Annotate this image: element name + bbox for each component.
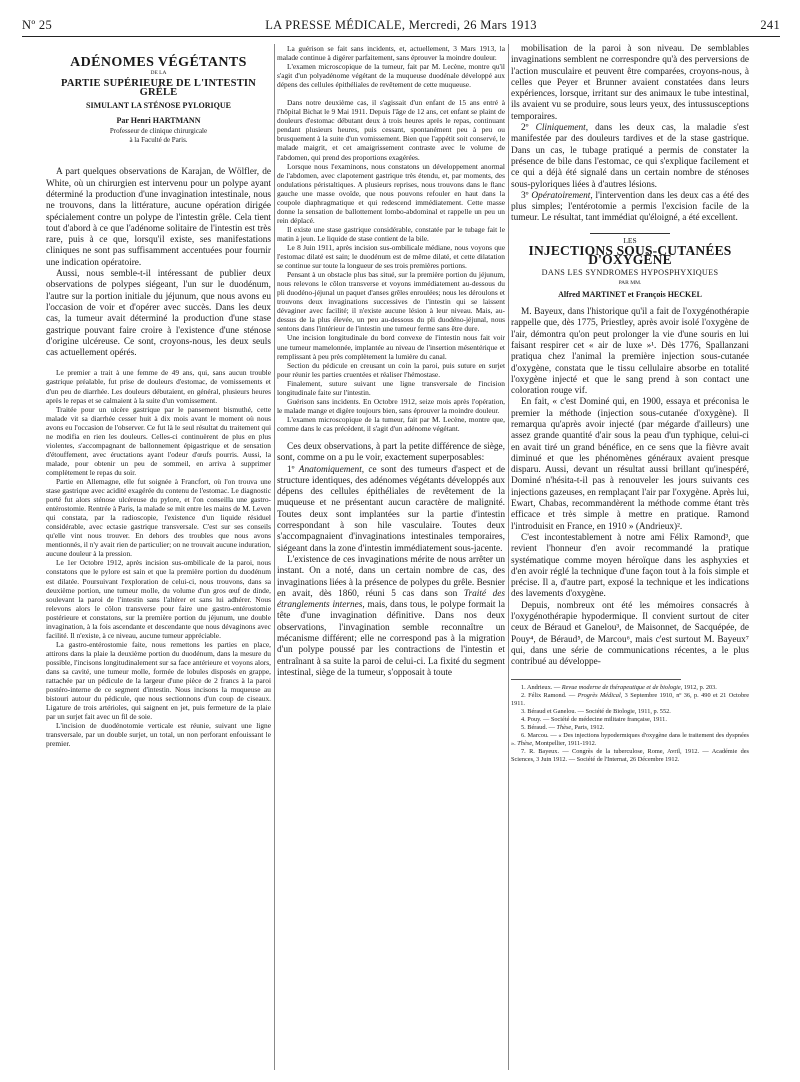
paragraph: 3º Opératoirement, l'intervention dans les deux cas a été des plus simples; l'entérotomie a permis l'excision facile de la tumeur. Le résultat, tant immédiat qu'éloigné, a été excellent. xyxy=(511,190,749,224)
paragraph: Aussi, nous semble-t-il intéressant de publier deux observations de polypes siégeant, l'un sur le duodénum, l'autre sur la portion initiale du jéjunum, que nous avons eu l'occasion de voir et d'opérer avec succès. Dans les deux cas, la tumeur avait déterminé la production d'une stase gastrique pouvant faire croire à l'existence d'une sténose d'origine ulcéreuse. Ce sont, croyons-nous, les deux seuls cas actuellement opérés. xyxy=(46,269,271,359)
paragraph: Traitée pour un ulcère gastrique par le pansement bismuthé, cette malade vit sa diarrhée cesser huit à dix mois avant le moment où nous avons eu l'occasion de l'observer. Ce fut là le seul résultat du traitement qui ne modifia en rien les douleurs. Celles-ci continuèrent de plus en plus violentes, s'accompagnant de ballonnement épigastrique et de sensation d'étouffement, avec éructations ayant l'odeur d'œufs pourris. Aussi, la malade, pour obtenir un peu de sommeil, en arriva à supprimer complètement le repas du soir. xyxy=(46,404,271,477)
column-1 xyxy=(46,44,271,1072)
footnote: 6. Marcou. — « Des injections hypodermiques d'oxygène dans le traitement des dyspnées ». Thèse, Montpellier, 1911-1912. xyxy=(511,731,749,747)
footnote: 3. Béraud et Ganelou. — Société de Biologie, 1911, p. 552. xyxy=(521,707,671,715)
article2-title: INJECTIONS SOUS-CUTANÉES D'OXYGÈNE xyxy=(528,242,732,267)
paragraph: Finalement, suture suivant une ligne transversale de l'incision longitudinale faite sur l'intestin. xyxy=(277,378,505,397)
article2-par: PAR MM. xyxy=(618,279,642,286)
paragraph: L'incision de duodénotomie verticale est réunie, suivant une ligne transversale, par un double surjet, un total, un non perforant enfouissant le premier. xyxy=(46,721,271,749)
footnote-rule xyxy=(511,679,681,680)
paragraph: Section du pédicule en creusant un coin la paroi, puis suture en surjet pour réunir les parties cruentées et réaliser l'hémostase. xyxy=(277,360,505,379)
author-affiliation: Professeur de clinique chirurgicale xyxy=(109,127,208,136)
paragraph: 2º Cliniquement, dans les deux cas, la maladie s'est manifestée par des douleurs tardives et de la stase gastrique. Dans un cas, le tubage pratiqué a permis de constater la présence de bile dans l'estomac, ce qui s'explique facilement et ce qui a déjà été signalé dans un certain nombre de sténoses sous-pyloriques liées à d'autres lésions. xyxy=(511,123,749,190)
paragraph: La guérison se fait sans incidents, et, actuellement, 3 Mars 1913, la malade continue à digérer parfaitement, sans éprouver la moindre douleur. xyxy=(277,44,505,63)
footnote: 2. Félix Ramond. — Progrès Médical, 3 Septembre 1910, nº 36, p. 490 et 21 Octobre 1911. xyxy=(511,691,749,707)
footnote: 4. Pouy. — Société de médecine militaire française, 1911. xyxy=(521,715,667,723)
footnote: 7. R. Bayeux. — Congrès de la tuberculose, Rome, Avril, 1912. — Académie des Sciences, 3 Juin 1912. — Société de l'Internat, 26 Décembre 1912. xyxy=(511,747,749,763)
paragraph: Guérison sans incidents. En Octobre 1912, seize mois après l'opération, le malade mange et digère toujours bien, sans éprouver la moindre douleur. xyxy=(277,396,505,415)
paragraph: Le 1er Octobre 1912, après incision sus-ombilicale de la paroi, nous constatons que le pylore est sain et que la première portion du duodénum est dilatée. Poursuivant l'exploration de celui-ci, nous trouvons, dans sa deuxième portion, une tumeur molle, du volume d'un gros œuf de dinde, soulevant la paroi de l'intestin sans l'altérer et sans lui adhérer. Nous relevons alors le côlon transverse pour faire une gastro-entérostomie postérieure et constatons, sur la première portion du jéjunum, une double invagination, à la fois ascendante et descendante que nous dévaginons avec facilité. Il n'existe, à ce niveau, aucune tumeur appréciable. xyxy=(46,558,271,640)
column-rule xyxy=(508,44,509,1070)
article2-authors: Alfred MARTINET et François HECKEL xyxy=(558,289,702,299)
paragraph: C'est incontestablement à notre ami Félix Ramond³, que revient l'honneur d'en avoir recommandé la pratique systématique comme moyen héroïque dans les asphyxies et d'en avoir réglé la technique d'une façon tout à la fois simple et précise. Il a, d'autre part, exposé la technique et les indications des lavements d'oxygène. xyxy=(511,532,749,600)
section-rule xyxy=(590,233,670,234)
article-title-de-la: DE LA xyxy=(150,70,167,77)
footnote: 1. Andrieux. — Revue moderne de thérapeutique et de biologie, 1912, p. 203. xyxy=(521,683,717,691)
paragraph: A part quelques observations de Karajan, de Wölfler, de White, où un chirurgien est intervenu pour un polype ayant déterminé la production d'une invagination intestinale, nous ne trouvons, dans la littérature, aucune opération dirigée spécialement contre un polype de l'intestin grêle. Cela tient tout d'abord à ce que l'adénome solitaire de l'intestin est très rare, puis à ce que, lorsqu'il existe, ses manifestations cliniques ne sont pas suffisamment accentuées pour fournir une indication opératoire. xyxy=(46,167,271,268)
paragraph: Ces deux observations, à part la petite différence de siège, sont, comme on a pu le voir, exactement superposables: xyxy=(277,441,505,464)
author-affiliation: à la Faculté de Paris. xyxy=(129,136,188,145)
column-3 xyxy=(511,44,749,1072)
journal-title: LA PRESSE MÉDICALE, Mercredi, 26 Mars 1913 xyxy=(265,18,537,32)
column-2 xyxy=(277,44,505,1072)
article-author: Par Henri HARTMANN xyxy=(116,116,201,126)
paragraph: Partie en Allemagne, elle fut soignée à Francfort, où l'on trouva une stase gastrique avec acidité exagérée du contenu de l'estomac. Le diagnostic porté fut alors sténose ulcéreuse du pylore, et l'on conseilla une gastro-entérostomie. Rentrée à Paris, la malade se mit entre les mains de M. Leven qui constata, par la radioscopie, l'existence d'un liquide résiduel considérable, avec ectasie gastrique transversale. C'est sur ses conseils qu'elle vint nous trouver. En dehors des troubles que nous avons mentionnés, il n'y avait rien de particulier; on ne trouvait aucune induration, aucune douleur à la pression. xyxy=(46,476,271,559)
paragraph: Lorsque nous l'examinons, nous constatons un développement anormal de l'abdomen, avec clapotement gastrique très étendu, et, par moments, des ondulations péristaltiques. A plusieurs reprises, nous trouvons dans le flanc gauche une masse ovoïde, que nous pouvons refouler en haut dans la coupole diaphragmatique et qui redescend immédiatement. Cette masse donne la sensation de ballottement lombo-abdominal et rappelle un peu un rein déplacé. xyxy=(277,161,505,225)
footnote: 5. Béraud. — Thèse, Paris, 1912. xyxy=(521,723,605,731)
article-subsubtitle: SIMULANT LA STÉNOSE PYLORIQUE xyxy=(86,101,231,111)
article-title: ADÉNOMES VÉGÉTANTS xyxy=(70,55,247,70)
paragraph: Le 8 Juin 1911, après incision sus-ombilicale médiane, nous voyons que l'estomac dilaté est sain; le duodénum est de même dilaté, et cette dilatation se continue sur toute la longueur de ses trois premières portions. xyxy=(277,242,505,271)
paragraph: Il existe une stase gastrique considérable, constatée par le tubage fait le matin à jeun. Le liquide de stase contient de la bile. xyxy=(277,224,505,243)
paragraph: M. Bayeux, dans l'historique qu'il a fait de l'oxygénothérapie rappelle que, dès 1775, Priestley, après avoir isolé l'oxygène de l'air, démontra qu'on peut prolonger la vie d'une souris en lui faisant respirer cet « air de luxe »¹. Dès 1776, Spallanzani pratiqua chez l'animal la première injection sous-cutanée d'oxygène, constata que le tissu cellulaire absorbe en totalité l'oxygène injecté et que le sang prend à son contact une coloration rouge vif. xyxy=(511,307,749,397)
paragraph: Depuis, nombreux ont été les mémoires consacrés à l'oxygénothérapie hypodermique. Il convient surtout de citer ceux de Béraud et Ganelou³, de Maisonnet, de Sacquépée, de Pouy⁴, de Béraud⁵, de Marcou⁶, mais c'est surtout M. Bayeux⁷ qui, dans une série de communications récentes, a le plus contribué au développe- xyxy=(511,600,749,668)
paragraph: Pensant à un obstacle plus bas situé, sur la première portion du jéjunum, nous relevons le côlon transverse et voyons immédiatement au-dessous du pli duodéno-jéjunal un paquet d'anses grêles enroulées; nous les déroulons et trouvons deux invaginations successives de l'intestin qui se laissent dévaginer avec facilité; il n'existe aucune lésion à leur niveau. Mais, au-dessus de la plus élevée, un peu au-dessous du pli duodéno-jéjunal, nous sentons dans l'intérieur de l'intestin une tumeur ferme sans être dure. xyxy=(277,270,505,334)
column-rule xyxy=(274,44,275,1070)
article-subtitle: PARTIE SUPÉRIEURE DE L'INTESTIN GRÊLE xyxy=(61,78,256,99)
paragraph: Le premier a trait à une femme de 49 ans, qui, sans aucun trouble gastrique préalable, fut prise de douleurs d'estomac, de vomissements et d'un peu de diarrhée. Les douleurs débutaient, en général, plusieurs heures après le repas et se calmaient à la suite d'un vomissement. xyxy=(46,368,271,405)
paragraph: L'existence de ces invaginations mérite de nous arrêter un instant. On a noté, dans un certain nombre de cas, des invaginations liées à la présence de polypes du grêle. Besnier en avait, dès 1860, réuni 5 cas dans son Traité des étranglements internes, mais, dans tous, le polype formait la tête d'une invagination définitive. Dans nos deux observations, l'invagination semble reconnaître un mécanisme différent; elle ne correspond pas à la migration d'un polype poussé par les contractions de l'intestin et entraînant à sa suite la paroi de celui-ci. La fixité du segment intestinal, siège de la tumeur, s'opposait à toute xyxy=(277,554,505,678)
paragraph: En fait, « c'est Dominé qui, en 1900, essaya et préconisa le premier la méthode (injection sous-cutanée d'oxygène). Il remarqua qu'après avoir injecté (par mégarde d'ailleurs) une assez grande quantité d'air sous la peau d'un typhique, celui-ci en avait tiré un grand bénéfice, en ce sens que la fièvre avait diminué et que les phénomènes généraux avaient presque disparu. Aussi, devant un résultat aussi brillant qu'inespéré, Dominé n'hésita-t-il pas à renouveler les jours suivants ces injections gazeuses, en remplaçant l'air par l'oxygène. Après lui, Ewart, Chabas, recommandèrent la méthode comme étant très efficace et très simple à mettre en pratique. Ramond l'introduisit en France, en 1910 » (Andrieux)². xyxy=(511,397,749,532)
paragraph: Dans notre deuxième cas, il s'agissait d'un enfant de 15 ans entré à l'hôpital Bichat le 9 Mai 1911. Depuis l'âge de 12 ans, cet enfant se plaint de douleurs d'estomac débutant deux à trois heures après le repas, continuant pendant plusieurs heures, puis cessant, spontanément peu à peu ou brusquement à la suite d'un vomissement. Bien que l'appétit soit conservé, le malade maigrit, et cet amaigrissement contraste avec le volume de l'abdomen, qui prend des proportions exagérées. xyxy=(277,98,505,162)
article2-les: LES xyxy=(623,235,637,245)
paragraph: L'examen microscopique de la tumeur, fait par M. Lecène, montre qu'il s'agit d'un polyadénome végétant de la muqueuse duodénale développé aux dépens des cellules épithéliales de revêtement de cette muqueuse. xyxy=(277,62,505,90)
paragraph: La gastro-entérostomie faite, nous remettons les parties en place, attirons dans la plaie la deuxième portion du duodénum, dans la mesure du possible, l'incisons longitudinalement sur sa face antérieure et voyons alors, dans sa cavité, une tumeur molle, formée de lobules disposés en grappe, rattachée par un pédicule de la largeur d'une pièce de 2 francs à la paroi postéro-interne de ce segment d'intestin. Nous incisons la muqueuse au bistouri autour du pédicule, que nous sectionnons d'un coup de ciseaux. Ligature de trois artérioles, qui saignent en jet, puis fermeture de la plaie par un surjet fait avec un fil de soie. xyxy=(46,639,271,722)
paragraph: L'examen microscopique de la tumeur, fait par M. Lecène, montre que, comme dans le cas précédent, il s'agit d'un adénome végétant. xyxy=(277,414,505,433)
issue-number: Nº 25 xyxy=(22,18,53,32)
paragraph: 1º Anatomiquement, ce sont des tumeurs d'aspect et de structure identiques, des adénomes végétants développés aux dépens des cellules épithéliales de revêtement de la muqueuse et ne présentant aucun caractère de malignité. Toutes deux sont implantées sur la partie d'intestin correspondant à son hile vasculaire. Toutes deux s'accompagnaient d'invaginations intestinales temporaires, siégeant dans la zone d'intestin immédiatement sous-jacente. xyxy=(277,464,505,554)
page-header xyxy=(22,14,780,37)
paragraph: mobilisation de la paroi à son niveau. De semblables invaginations semblent ne correspondre qu'à des perversions de l'action musculaire et peuvent être comparées, croyons-nous, à celles que Peyer et Brunner avaient constatées dans leurs expériences, lorsque, irritant sur des animaux le tube intestinal, ils avaient vu se produire, sous leurs yeux, des intussusceptions temporaires. xyxy=(511,44,749,122)
page-number: 241 xyxy=(760,18,780,32)
paragraph: Une incision longitudinale du bord convexe de l'intestin nous fait voir une tumeur mamelonnée, implantée au niveau de l'insertion mésentérique et remplissant à peu près complètement la lumière du canal. xyxy=(277,333,505,361)
article2-subtitle: DANS LES SYNDROMES HYPOSPHYXIQUES xyxy=(541,267,719,277)
